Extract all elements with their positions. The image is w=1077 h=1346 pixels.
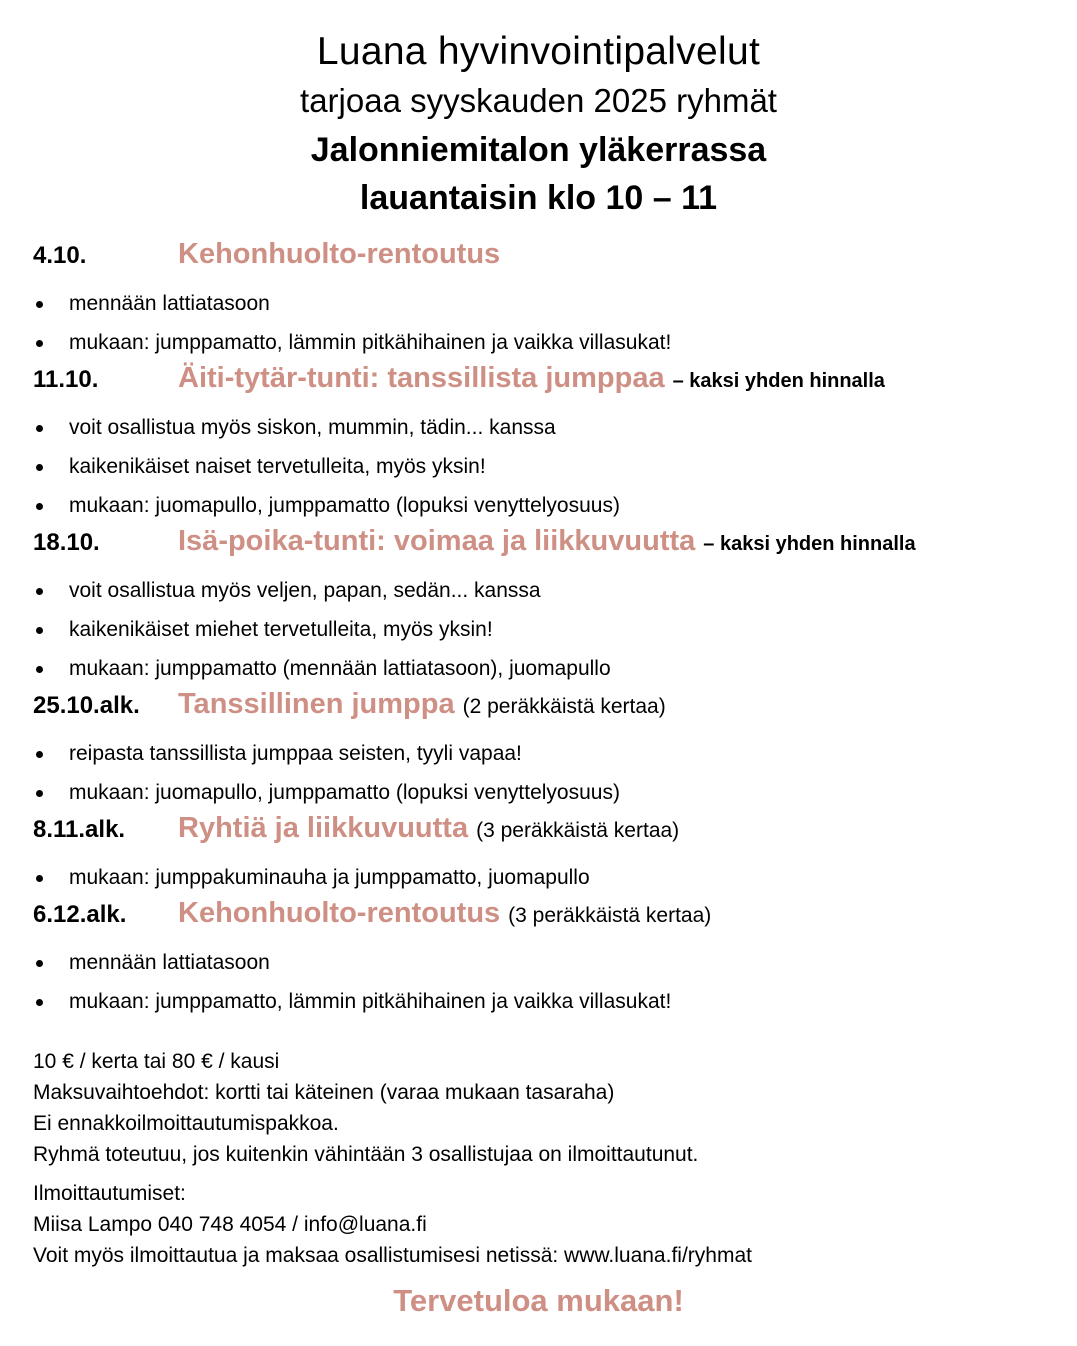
bullet-icon	[36, 666, 43, 673]
list-item	[33, 610, 1063, 649]
class-date: 8.11.alk.	[33, 816, 126, 843]
schedule-time: lauantaisin klo 10 – 11	[359, 179, 718, 217]
list-item	[33, 486, 1063, 525]
bullet-icon	[36, 960, 43, 967]
class-date: 4.10.	[33, 242, 87, 269]
list-item-text: mennään lattiatasoon	[69, 951, 270, 974]
class-date: 6.12.alk.	[33, 901, 127, 928]
bullet-icon	[36, 340, 43, 347]
list-item	[33, 734, 1063, 773]
list-item-text: reipasta tanssillista jumppaa seisten, tyyli vapaa!	[69, 742, 522, 765]
bullet-icon	[36, 627, 43, 634]
bullet-icon	[36, 751, 43, 758]
class-date: 18.10.	[33, 529, 100, 556]
bullet-icon	[36, 875, 43, 882]
list-item-text: kaikenikäiset miehet tervetulleita, myös yksin!	[69, 618, 493, 641]
class-title: Kehonhuolto-rentoutus	[178, 238, 501, 270]
class-sessions: (3 peräkkäistä kertaa)	[508, 904, 712, 927]
section-heading	[33, 812, 1063, 858]
list-item	[33, 773, 1063, 812]
list-item	[33, 943, 1063, 982]
contact-info	[33, 1178, 752, 1271]
list-item-text: mukaan: jumppamatto, lämmin pitkähihainen ja vaikka villasukat!	[69, 331, 672, 354]
minimum-participants: Ryhmä toteutuu, jos kuitenkin vähintään 3 osallistujaa on ilmoittautunut.	[33, 1143, 699, 1166]
list-item-text: mukaan: jumppakuminauha ja jumppamatto, juomapullo	[69, 866, 590, 889]
company-name: Luana hyvinvointipalvelut	[316, 30, 761, 73]
class-offer: – kaksi yhden hinnalla	[703, 533, 916, 555]
list-item-text: mennään lattiatasoon	[69, 292, 270, 315]
list-item-text: mukaan: jumppamatto (mennään lattiatasoon), juomapullo	[69, 657, 611, 680]
class-section	[33, 688, 1063, 812]
class-section	[33, 525, 1063, 688]
bullet-icon	[36, 503, 43, 510]
list-item-text: mukaan: jumppamatto, lämmin pitkähihainen ja vaikka villasukat!	[69, 990, 672, 1013]
class-details	[33, 858, 1063, 897]
list-item	[33, 447, 1063, 486]
class-title: Kehonhuolto-rentoutus	[178, 897, 501, 929]
list-item	[33, 323, 1063, 362]
class-title: Ryhtiä ja liikkuvuutta	[178, 812, 469, 844]
class-offer: – kaksi yhden hinnalla	[672, 370, 885, 392]
welcome-message: Tervetuloa mukaan!	[393, 1283, 684, 1318]
pricing-info	[33, 1046, 698, 1170]
section-heading	[33, 525, 1063, 571]
class-section	[33, 897, 1063, 1021]
section-heading	[33, 362, 1063, 408]
bullet-icon	[36, 301, 43, 308]
list-item	[33, 571, 1063, 610]
bullet-icon	[36, 425, 43, 432]
bullet-icon	[36, 999, 43, 1006]
class-title: Isä-poika-tunti: voimaa ja liikkuvuutta	[178, 525, 696, 557]
class-date: 11.10.	[33, 366, 99, 393]
class-section	[33, 238, 1063, 362]
flyer-header	[0, 28, 1077, 222]
class-title: Tanssillinen jumppa	[178, 688, 455, 720]
season-subtitle: tarjoaa syyskauden 2025 ryhmät	[300, 82, 777, 119]
list-item	[33, 649, 1063, 688]
contact-person: Miisa Lampo 040 748 4054 / info@luana.fi	[33, 1213, 427, 1236]
class-details	[33, 284, 1063, 362]
list-item-text: mukaan: juomapullo, jumppamatto (lopuksi venyttelyosuus)	[69, 781, 620, 804]
class-section	[33, 812, 1063, 897]
location: Jalonniemitalon yläkerrassa	[310, 131, 767, 169]
section-heading	[33, 238, 1063, 284]
list-item-text: voit osallistua myös siskon, mummin, tädin... kanssa	[69, 416, 556, 439]
online-registration: Voit myös ilmoittautua ja maksaa osallistumisesi netissä: www.luana.fi/ryhmat	[33, 1244, 752, 1267]
class-date: 25.10.alk.	[33, 692, 140, 719]
class-sections	[33, 238, 1063, 1021]
bullet-icon	[36, 588, 43, 595]
registration-note: Ei ennakkoilmoittautumispakkoa.	[33, 1112, 339, 1135]
bullet-icon	[36, 790, 43, 797]
list-item	[33, 284, 1063, 323]
list-item	[33, 858, 1063, 897]
class-details	[33, 571, 1063, 688]
contact-label: Ilmoittautumiset:	[33, 1182, 186, 1205]
class-title: Äiti-tytär-tunti: tanssillista jumppaa	[178, 362, 665, 394]
class-details	[33, 943, 1063, 1021]
class-sessions: (3 peräkkäistä kertaa)	[476, 819, 680, 842]
price-text: 10 € / kerta tai 80 € / kausi	[33, 1050, 280, 1073]
list-item-text: voit osallistua myös veljen, papan, sedän... kanssa	[69, 579, 541, 602]
list-item	[33, 408, 1063, 447]
class-sessions: (2 peräkkäistä kertaa)	[462, 695, 666, 718]
list-item	[33, 982, 1063, 1021]
class-details	[33, 734, 1063, 812]
section-heading	[33, 688, 1063, 734]
class-details	[33, 408, 1063, 525]
section-heading	[33, 897, 1063, 943]
list-item-text: kaikenikäiset naiset tervetulleita, myös yksin!	[69, 455, 486, 478]
list-item-text: mukaan: juomapullo, jumppamatto (lopuksi venyttelyosuus)	[69, 494, 620, 517]
bullet-icon	[36, 464, 43, 471]
class-section	[33, 362, 1063, 525]
payment-options: Maksuvaihtoehdot: kortti tai käteinen (varaa mukaan tasaraha)	[33, 1081, 615, 1104]
